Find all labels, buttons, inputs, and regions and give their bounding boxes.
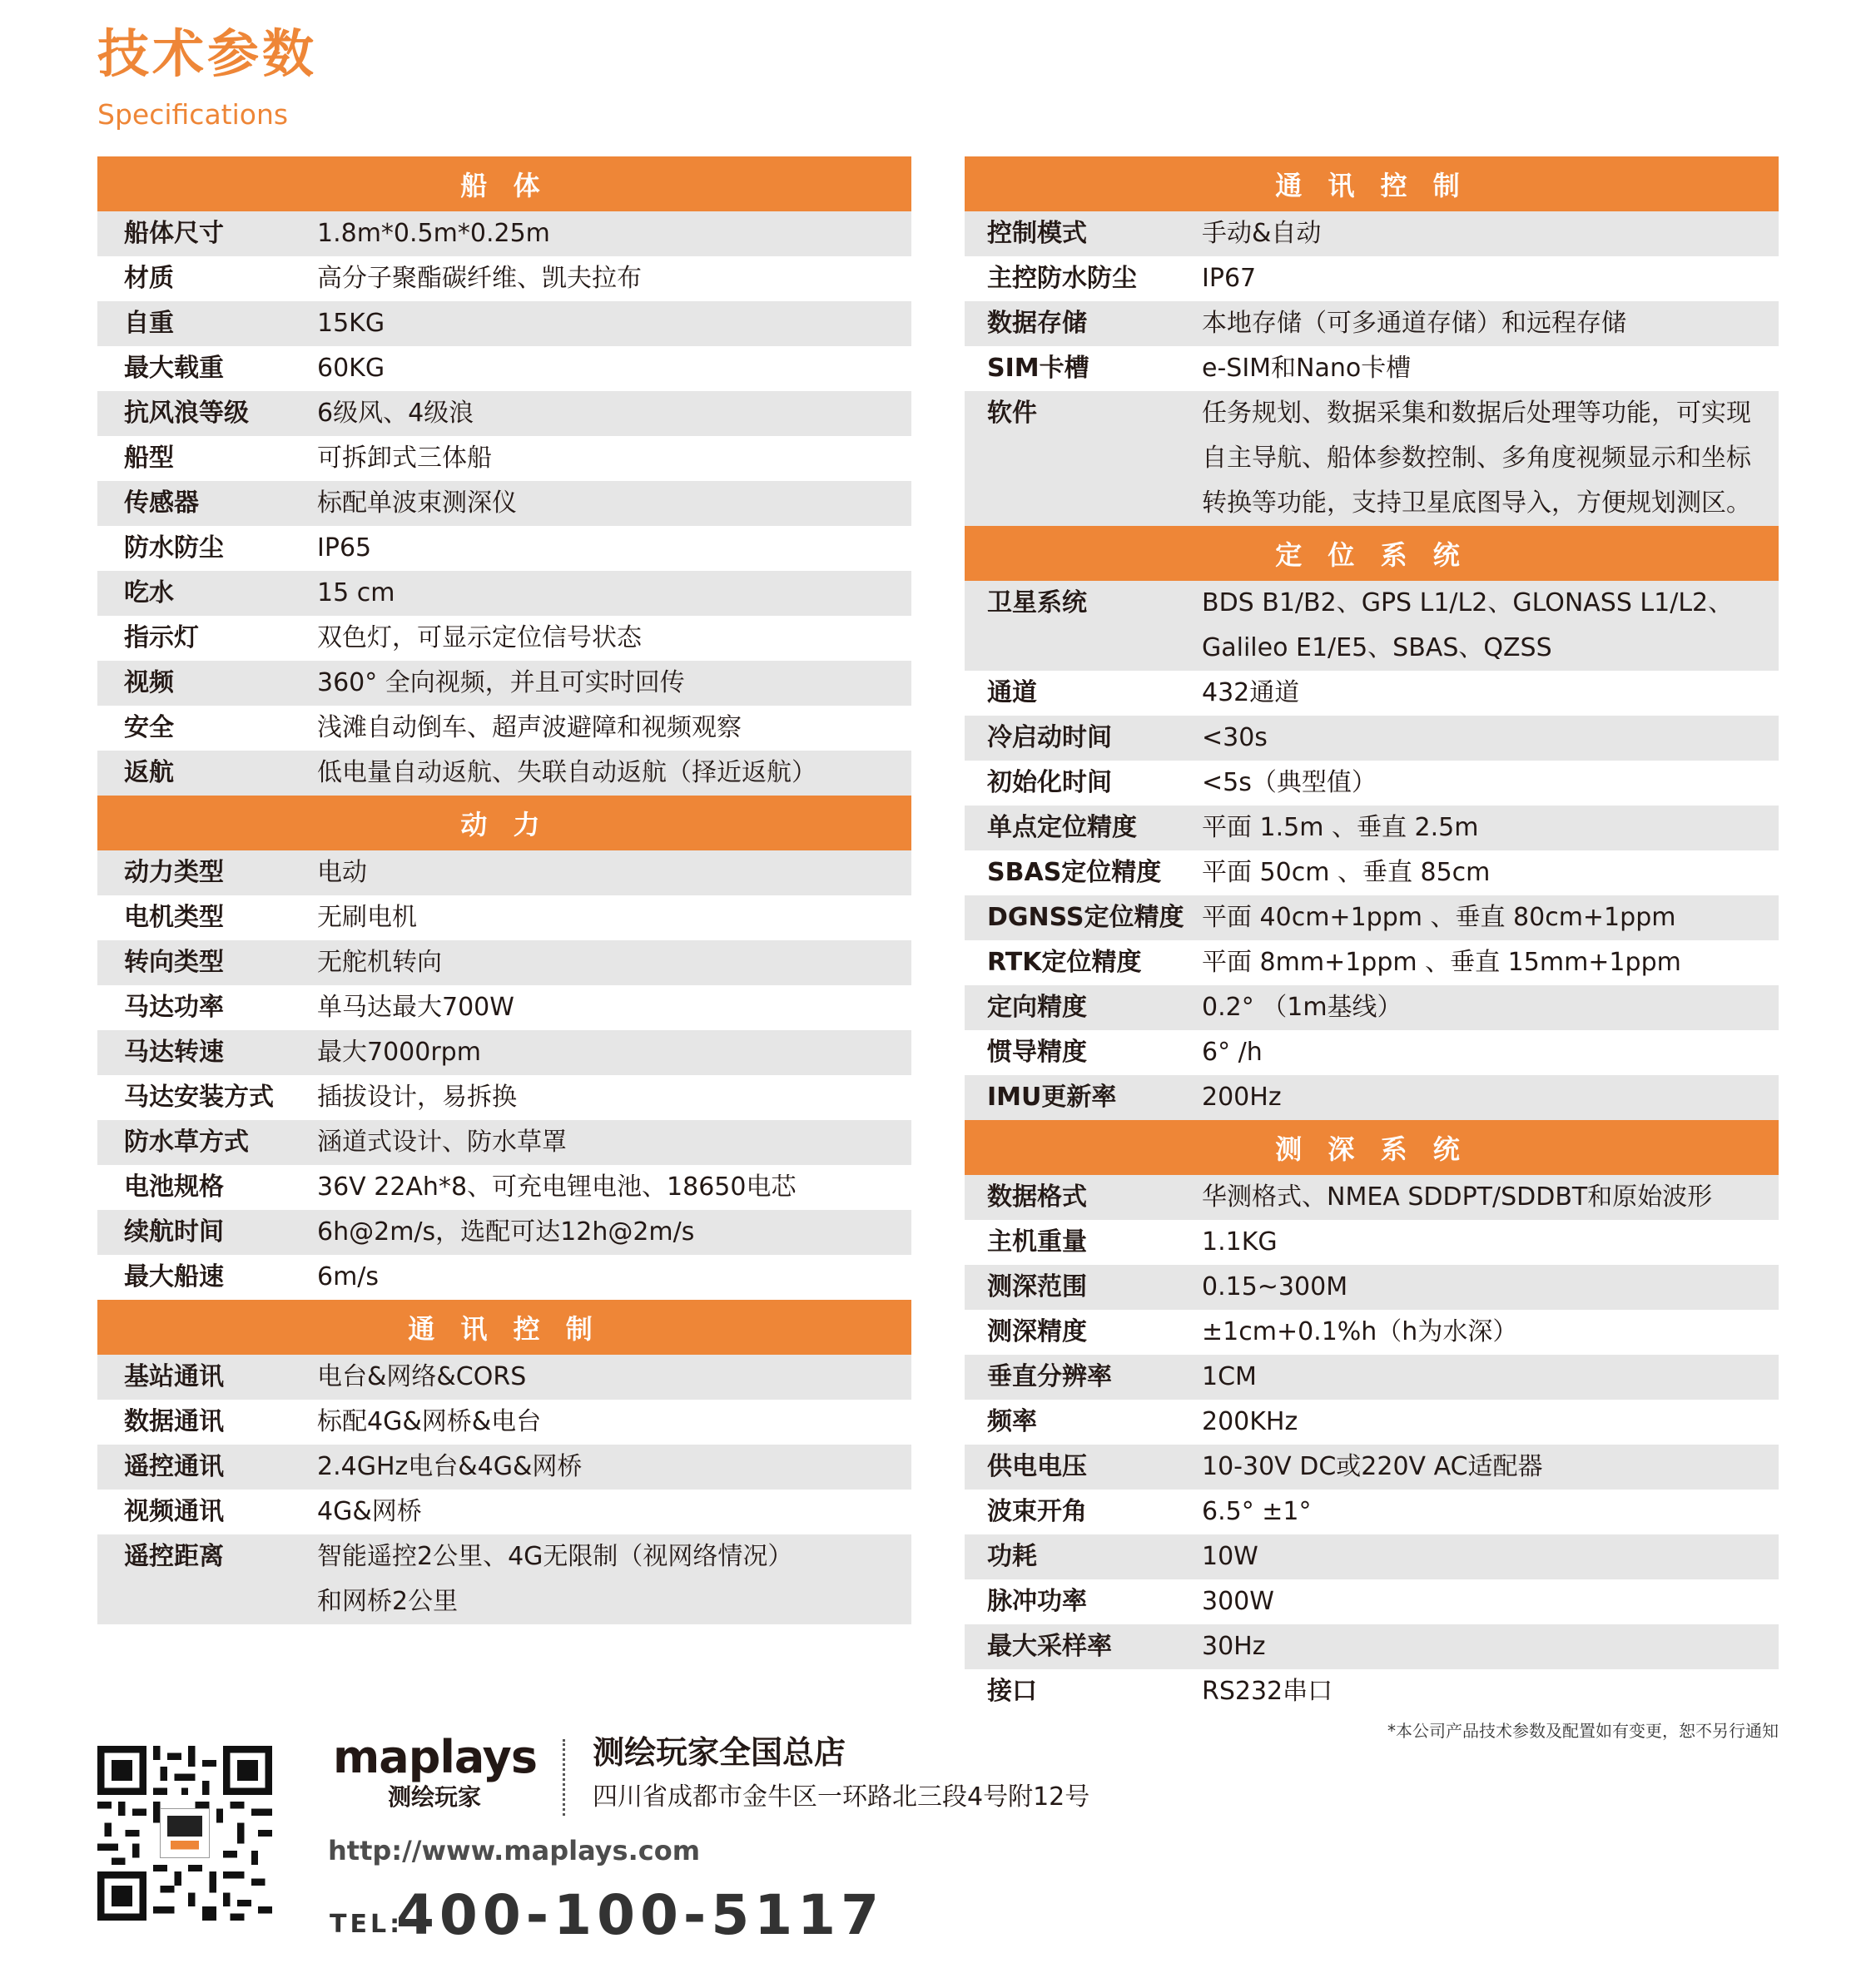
spec-row: [97, 850, 911, 895]
spec-value: 60KG: [317, 354, 385, 383]
telephone-number: 400-100-5117: [396, 1883, 885, 1947]
spec-label: 电机类型: [124, 903, 224, 932]
spec-value: 0.2° （1m基线）: [1202, 993, 1402, 1022]
spec-value: 标配单波束测深仪: [317, 488, 517, 518]
spec-row: [97, 985, 911, 1030]
spec-label: 续航时间: [124, 1217, 224, 1247]
qr-code: [97, 1746, 272, 1921]
spec-value: 插拔设计，易拆换: [317, 1083, 517, 1112]
spec-row: [97, 526, 911, 571]
spec-value: 平面 8mm+1ppm 、垂直 15mm+1ppm: [1202, 948, 1681, 977]
spec-label: 数据通讯: [124, 1407, 224, 1436]
spec-row: [965, 940, 1779, 985]
section-header: 动 力: [97, 796, 911, 850]
spec-label: 定向精度: [987, 993, 1087, 1022]
spec-row: [965, 1175, 1779, 1220]
spec-value: 高分子聚酯碳纤维、凯夫拉布: [317, 264, 642, 293]
spec-value: 15 cm: [317, 578, 395, 607]
spec-row: [965, 1355, 1779, 1400]
spec-label: 基站通讯: [124, 1362, 224, 1391]
section-header: 定 位 系 统: [965, 526, 1779, 581]
spec-row: [97, 1165, 911, 1210]
spec-value: 手动&自动: [1202, 219, 1322, 248]
spec-row: [965, 1075, 1779, 1120]
spec-label: 初始化时间: [987, 768, 1112, 797]
spec-row: [965, 716, 1779, 761]
spec-value: 300W: [1202, 1587, 1274, 1616]
spec-label: 视频通讯: [124, 1497, 224, 1526]
spec-row: [965, 1265, 1779, 1310]
spec-label: 波束开角: [987, 1497, 1087, 1526]
spec-row: [965, 391, 1779, 526]
spec-row: [97, 751, 911, 796]
spec-label: 转向类型: [124, 948, 224, 977]
spec-value: 本地存储（可多通道存储）和远程存储: [1202, 309, 1626, 338]
spec-label: 抗风浪等级: [124, 399, 249, 428]
spec-label: 遥控距离: [124, 1542, 224, 1571]
spec-label: 马达安装方式: [124, 1083, 274, 1112]
store-address: 四川省成都市金牛区一环路北三段4号附12号: [593, 1782, 1090, 1812]
spec-value: 平面 50cm 、垂直 85cm: [1202, 858, 1491, 887]
spec-value: 无刷电机: [317, 903, 417, 932]
spec-label: 船型: [124, 444, 174, 473]
spec-label: 功耗: [987, 1542, 1037, 1571]
spec-value: ±1cm+0.1%h（h为水深）: [1202, 1317, 1518, 1346]
spec-label: 数据存储: [987, 309, 1087, 338]
spec-row: [965, 1490, 1779, 1534]
spec-row: [97, 940, 911, 985]
spec-row: [97, 256, 911, 301]
spec-value: 10W: [1202, 1542, 1258, 1571]
spec-value: 双色灯，可显示定位信号状态: [317, 623, 642, 652]
spec-value: e-SIM和Nano卡槽: [1202, 354, 1412, 383]
spec-value: BDS B1/B2、GPS L1/L2、GLONASS L1/L2、 Galileo E1/E5、SBAS、QZSS: [1202, 588, 1734, 662]
page-subtitle: Specifications: [97, 98, 289, 131]
spec-row: [965, 211, 1779, 256]
spec-row: [965, 850, 1779, 895]
spec-value: <30s: [1202, 723, 1268, 752]
footer-divider: [563, 1739, 565, 1816]
spec-label: 指示灯: [124, 623, 199, 652]
spec-label: 单点定位精度: [987, 813, 1137, 842]
spec-value: 6h@2m/s，选配可达12h@2m/s: [317, 1217, 695, 1247]
spec-row: [97, 1210, 911, 1255]
spec-label: 材质: [124, 264, 174, 293]
spec-row: [97, 391, 911, 436]
spec-label: 最大载重: [124, 354, 224, 383]
spec-value: IP65: [317, 533, 372, 563]
spec-value: 200KHz: [1202, 1407, 1298, 1436]
section-header: 测 深 系 统: [965, 1120, 1779, 1175]
spec-value: 432通道: [1202, 678, 1300, 707]
maplays-logo: [333, 1733, 541, 1812]
spec-row: [97, 1445, 911, 1490]
spec-row: [97, 1400, 911, 1445]
spec-value: 单马达最大700W: [317, 993, 514, 1022]
spec-row: [965, 671, 1779, 716]
spec-value: 6.5° ±1°: [1202, 1497, 1312, 1526]
section-header: 通 讯 控 制: [965, 156, 1779, 211]
spec-label: 接口: [987, 1677, 1037, 1706]
spec-value: 4G&网桥: [317, 1497, 422, 1526]
spec-label: 自重: [124, 309, 174, 338]
spec-value: 200Hz: [1202, 1083, 1282, 1112]
spec-label: 冷启动时间: [987, 723, 1112, 752]
spec-row: [97, 1120, 911, 1165]
spec-row: [97, 481, 911, 526]
spec-row: [97, 436, 911, 481]
spec-label: 马达功率: [124, 993, 224, 1022]
spec-value: 2.4GHz电台&4G&网桥: [317, 1452, 583, 1481]
section-header: 船 体: [97, 156, 911, 211]
spec-label: 通道: [987, 678, 1037, 707]
spec-label: SBAS定位精度: [987, 858, 1162, 887]
spec-row: [97, 1355, 911, 1400]
spec-row: [965, 1624, 1779, 1669]
spec-row: [965, 1534, 1779, 1579]
spec-value: 6级风、4级浪: [317, 399, 474, 428]
spec-label: 惯导精度: [987, 1038, 1087, 1067]
spec-value: 1CM: [1202, 1362, 1257, 1391]
spec-label: 卫星系统: [987, 588, 1087, 617]
right-spec-column: [965, 156, 1779, 1714]
spec-row: [97, 211, 911, 256]
spec-value: 15KG: [317, 309, 385, 338]
spec-row: [965, 985, 1779, 1030]
section-header: 通 讯 控 制: [97, 1300, 911, 1355]
spec-row: [965, 301, 1779, 346]
spec-label: RTK定位精度: [987, 948, 1142, 977]
logo-wordmark: maplays: [333, 1731, 537, 1783]
spec-row: [97, 661, 911, 706]
spec-row: [97, 1255, 911, 1300]
page-title: 技术参数: [97, 23, 318, 84]
spec-value: 6° /h: [1202, 1038, 1263, 1067]
spec-value: 1.8m*0.5m*0.25m: [317, 219, 550, 248]
spec-value: 1.1KG: [1202, 1227, 1278, 1257]
spec-value: 6m/s: [317, 1262, 380, 1291]
spec-label: 安全: [124, 713, 174, 742]
spec-row: [965, 1579, 1779, 1624]
spec-value: 360° 全向视频，并且可实时回传: [317, 668, 685, 697]
spec-label: 最大船速: [124, 1262, 224, 1291]
spec-row: [97, 895, 911, 940]
spec-value: IP67: [1202, 264, 1257, 293]
spec-value: RS232串口: [1202, 1677, 1333, 1706]
telephone-label: TEL:: [330, 1910, 404, 1939]
store-name: 测绘玩家全国总店: [593, 1734, 846, 1771]
spec-value: 低电量自动返航、失联自动返航（择近返航）: [317, 758, 816, 787]
spec-value: 涵道式设计、防水草罩: [317, 1128, 567, 1157]
spec-row: [965, 1030, 1779, 1075]
website-link[interactable]: http://www.maplays.com: [328, 1835, 701, 1866]
spec-value: 36V 22Ah*8、可充电锂电池、18650电芯: [317, 1172, 797, 1202]
spec-row: [97, 346, 911, 391]
spec-row: [97, 1490, 911, 1534]
spec-label: IMU更新率: [987, 1083, 1117, 1112]
spec-row: [97, 616, 911, 661]
spec-row: [97, 1075, 911, 1120]
spec-label: 软件: [987, 399, 1037, 428]
spec-row: [965, 1669, 1779, 1714]
spec-row: [965, 761, 1779, 806]
spec-label: 电池规格: [124, 1172, 224, 1202]
spec-value: 电动: [317, 858, 367, 887]
spec-row: [97, 571, 911, 616]
spec-label: 船体尺寸: [124, 219, 224, 248]
spec-value: 30Hz: [1202, 1632, 1266, 1661]
spec-value: 智能遥控2公里、4G无限制（视网络情况） 和网桥2公里: [317, 1542, 793, 1616]
spec-label: 频率: [987, 1407, 1037, 1436]
spec-value: 无舵机转向: [317, 948, 442, 977]
spec-label: 传感器: [124, 488, 199, 518]
spec-row: [965, 346, 1779, 391]
spec-label: 测深精度: [987, 1317, 1087, 1346]
spec-row: [965, 1445, 1779, 1490]
spec-label: SIM卡槽: [987, 354, 1089, 383]
spec-label: 视频: [124, 668, 174, 697]
spec-value: 最大7000rpm: [317, 1038, 481, 1067]
spec-label: DGNSS定位精度: [987, 903, 1184, 932]
left-spec-column: [97, 156, 911, 1624]
spec-label: 数据格式: [987, 1182, 1087, 1212]
spec-value: <5s（典型值）: [1202, 768, 1377, 797]
spec-row: [97, 706, 911, 751]
spec-label: 遥控通讯: [124, 1452, 224, 1481]
spec-value: 可拆卸式三体船: [317, 444, 492, 473]
spec-value: 浅滩自动倒车、超声波避障和视频观察: [317, 713, 742, 742]
spec-label: 防水防尘: [124, 533, 224, 563]
spec-value: 平面 1.5m 、垂直 2.5m: [1202, 813, 1479, 842]
spec-label: 控制模式: [987, 219, 1087, 248]
spec-label: 马达转速: [124, 1038, 224, 1067]
spec-value: 10-30V DC或220V AC适配器: [1202, 1452, 1543, 1481]
spec-row: [97, 301, 911, 346]
spec-label: 脉冲功率: [987, 1587, 1087, 1616]
spec-row: [97, 1534, 911, 1624]
spec-label: 主控防水防尘: [987, 264, 1137, 293]
spec-label: 供电电压: [987, 1452, 1087, 1481]
spec-row: [965, 1310, 1779, 1355]
spec-value: 任务规划、数据采集和数据后处理等功能，可实现 自主导航、船体参数控制、多角度视频显示和坐标 转换等功能，支持卫星底图导入，方便规划测区。: [1202, 399, 1751, 518]
spec-label: 主机重量: [987, 1227, 1087, 1257]
disclaimer-note: *本公司产品技术参数及配置如有变更，恕不另行通知: [1387, 1721, 1779, 1741]
spec-label: 垂直分辨率: [987, 1362, 1112, 1391]
logo-chinese-name: 测绘玩家: [388, 1783, 482, 1811]
spec-row: [965, 895, 1779, 940]
spec-value: 电台&网络&CORS: [317, 1362, 527, 1391]
spec-row: [965, 806, 1779, 850]
spec-row: [965, 1220, 1779, 1265]
spec-label: 吃水: [124, 578, 174, 607]
spec-value: 华测格式、NMEA SDDPT/SDDBT和原始波形: [1202, 1182, 1713, 1212]
spec-label: 防水草方式: [124, 1128, 249, 1157]
spec-value: 0.15~300M: [1202, 1272, 1348, 1301]
spec-label: 返航: [124, 758, 174, 787]
spec-value: 平面 40cm+1ppm 、垂直 80cm+1ppm: [1202, 903, 1676, 932]
spec-label: 最大采样率: [987, 1632, 1112, 1661]
spec-label: 测深范围: [987, 1272, 1087, 1301]
spec-row: [965, 1400, 1779, 1445]
spec-row: [965, 256, 1779, 301]
spec-label: 动力类型: [124, 858, 224, 887]
spec-row: [97, 1030, 911, 1075]
spec-value: 标配4G&网桥&电台: [317, 1407, 542, 1436]
spec-row: [965, 581, 1779, 671]
